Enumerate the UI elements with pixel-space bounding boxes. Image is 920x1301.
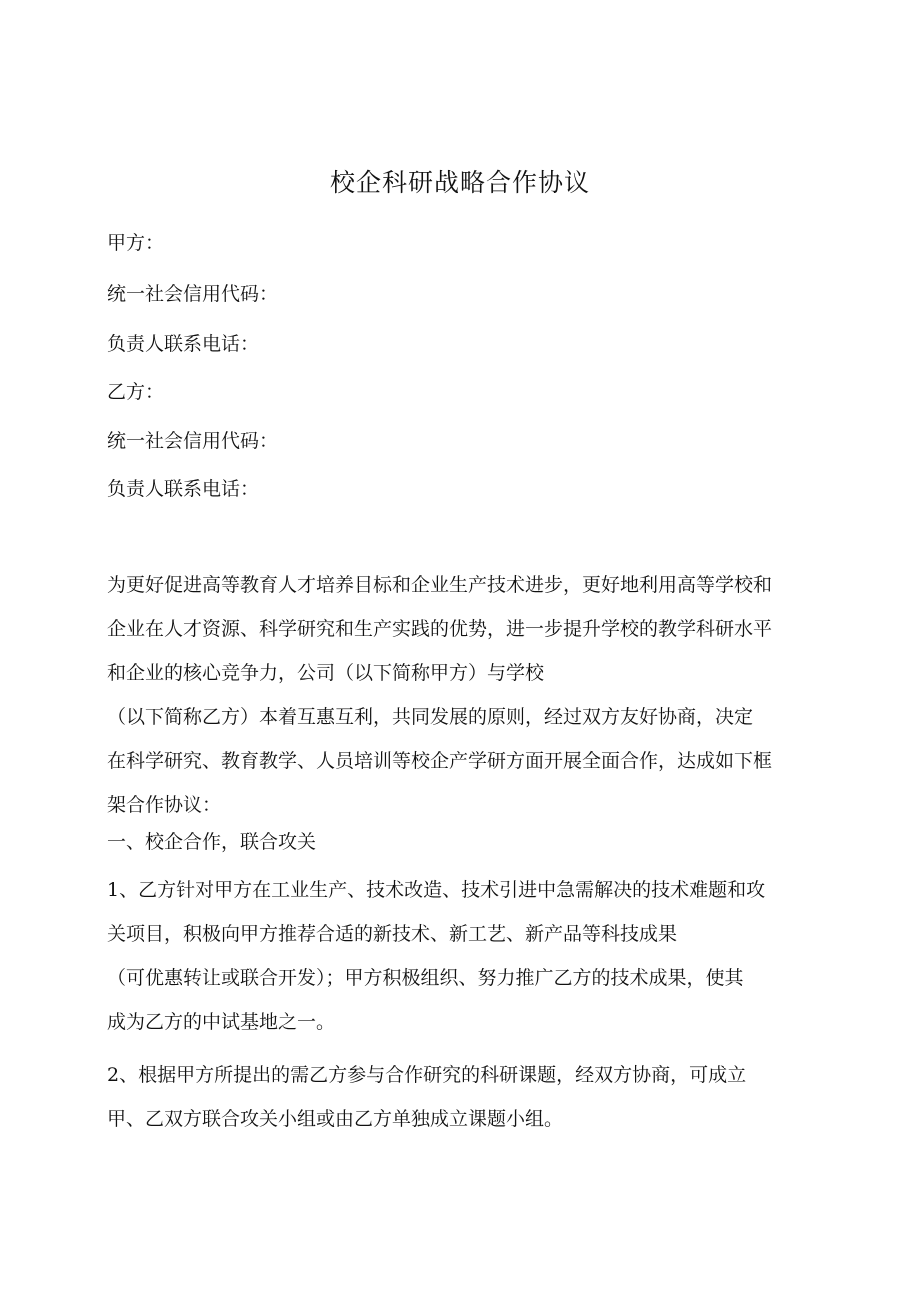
preamble-paragraph — [107, 563, 807, 827]
party-b-label: 乙方： — [107, 381, 165, 403]
clause-line: 甲、乙双方联合攻关小组或由乙方单独成立课题小组。 — [107, 1108, 564, 1130]
preamble-line: 在科学研究、教育教学、人员培训等校企产学研方面开展全面合作，达成如下框 — [107, 750, 773, 772]
party-a-credit-code-label: 统一社会信用代码： — [107, 283, 279, 305]
section-1-heading: 一、校企合作，联合攻关 — [107, 831, 317, 853]
party-a-contact-phone-label: 负责人联系电话： — [107, 333, 260, 355]
party-a-label: 甲方： — [107, 232, 165, 254]
party-b-credit-code-label: 统一社会信用代码： — [107, 430, 279, 452]
party-b-contact-phone-label: 负责人联系电话： — [107, 478, 260, 500]
clause-line: （可优惠转让或联合开发）；甲方积极组织、努力推广乙方的技术成果，使其 — [107, 967, 744, 989]
clause-1-paragraph — [107, 868, 807, 1044]
clause-line: 2、根据甲方所提出的需乙方参与合作研究的科研课题，经双方协商，可成立 — [107, 1064, 747, 1086]
preamble-line: 企业在人才资源、科学研究和生产实践的优势，进一步提升学校的教学科研水平 — [107, 618, 773, 640]
preamble-line: （以下简称乙方）本着互惠互利，共同发展的原则，经过双方友好协商，决定 — [107, 706, 754, 728]
preamble-line: 和企业的核心竞争力，公司（以下简称甲方）与学校 — [107, 662, 545, 684]
document-title: 校企科研战略合作协议 — [329, 168, 590, 197]
clause-2-paragraph — [107, 1053, 807, 1141]
preamble-line: 为更好促进高等教育人才培养目标和企业生产技术进步，更好地利用高等学校和 — [107, 574, 773, 596]
clause-line: 1、乙方针对甲方在工业生产、技术改造、技术引进中急需解决的技术难题和攻 — [107, 879, 766, 901]
preamble-line: 架合作协议： — [107, 794, 222, 816]
clause-line: 关项目，积极向甲方推荐合适的新技术、新工艺、新产品等科技成果 — [107, 923, 678, 945]
clause-line: 成为乙方的中试基地之一。 — [107, 1011, 336, 1033]
